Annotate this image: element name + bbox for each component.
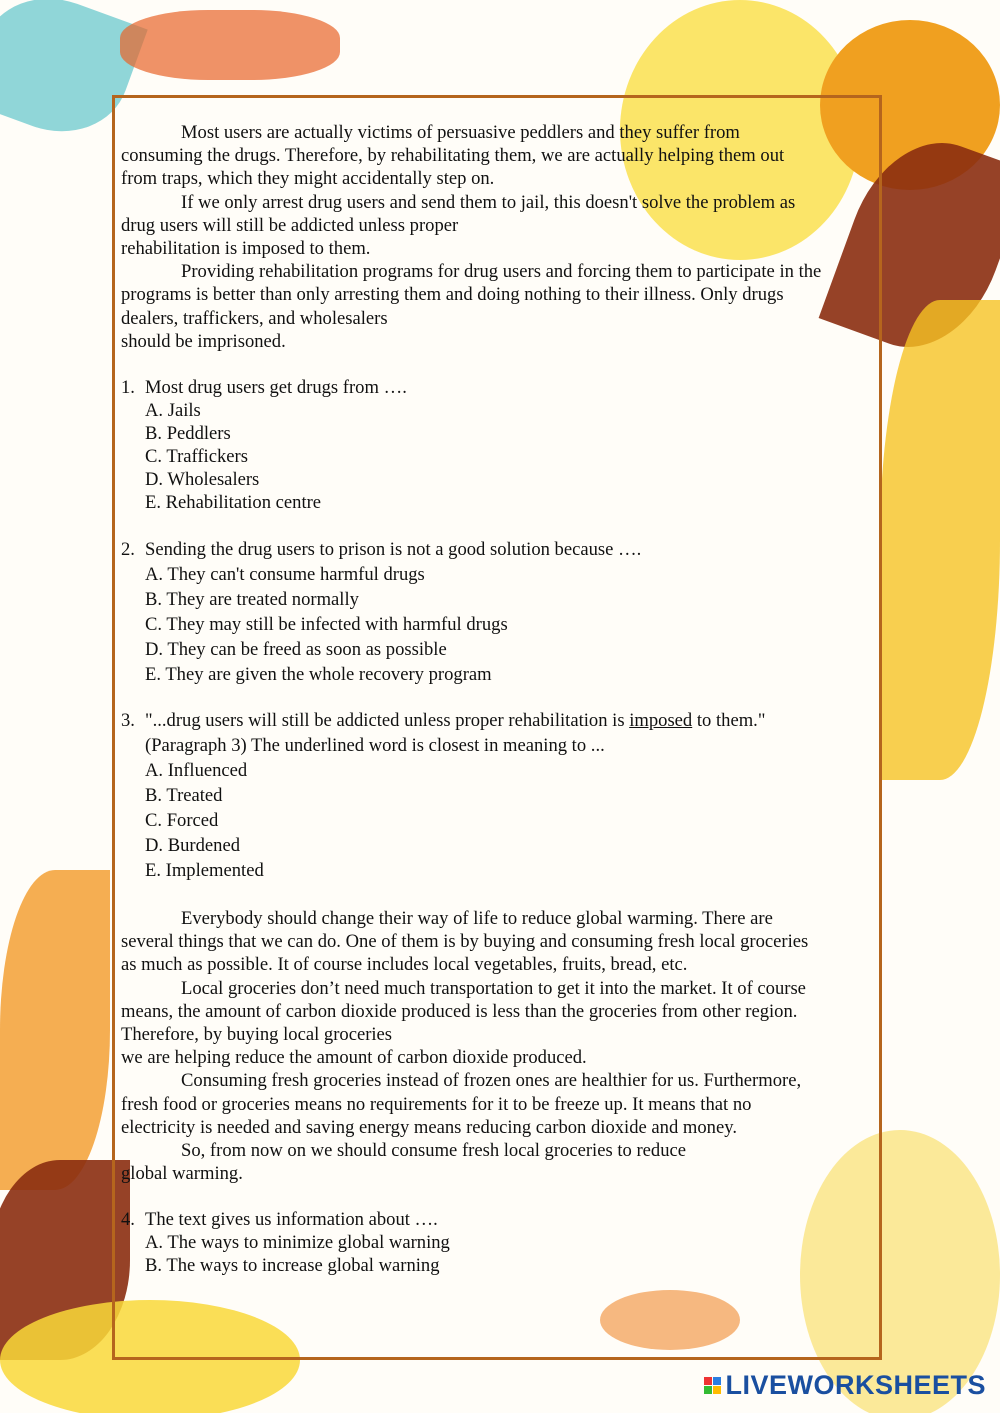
underlined-word: imposed	[629, 710, 693, 731]
answer-option[interactable]: E. Rehabilitation centre	[145, 492, 322, 514]
passage-line: programs is better than only arresting them and doing nothing to their illness. Only drugs	[121, 284, 784, 306]
passage-line: Most users are actually victims of persuasive peddlers and they suffer from	[181, 122, 740, 143]
passage-line: Consuming fresh groceries instead of frozen ones are healthier for us. Furthermore,	[181, 1070, 802, 1092]
orange-leaves-decoration	[120, 10, 340, 80]
answer-option[interactable]: C. They may still be infected with harmful drugs	[145, 614, 508, 635]
orange-leaves-left-decoration	[0, 870, 110, 1190]
answer-option[interactable]: E. They are given the whole recovery program	[145, 664, 492, 685]
answer-option[interactable]: B. The ways to increase global warning	[145, 1255, 440, 1277]
answer-option[interactable]: D. Burdened	[145, 835, 241, 856]
answer-option[interactable]: A. The ways to minimize global warning	[145, 1232, 450, 1254]
passage-line: Therefore, by buying local groceries	[121, 1023, 393, 1045]
reading-passage-2	[121, 907, 881, 1185]
passage-line: fresh food or groceries means no requirements for it to be freeze up. It means that no	[121, 1093, 752, 1115]
reading-passage-1	[121, 121, 881, 353]
passage-line: Providing rehabilitation programs for drug users and forcing them to participate in the	[181, 261, 822, 283]
question-stem-line-2: (Paragraph 3) The underlined word is closest in meaning to ...	[145, 735, 605, 756]
passage-line: should be imprisoned.	[121, 330, 286, 352]
answer-option[interactable]: B. Treated	[145, 785, 223, 806]
passage-line: means, the amount of carbon dioxide produced is less than the groceries from other region.	[121, 1000, 798, 1022]
answer-option[interactable]: D. They can be freed as soon as possible	[145, 639, 447, 660]
passage-line: we are helping reduce the amount of carbon dioxide produced.	[121, 1047, 587, 1069]
liveworksheets-logo	[704, 1370, 986, 1401]
question-2	[121, 537, 881, 687]
passage-line: global warming.	[121, 1163, 243, 1185]
passage-line: several things that we can do. One of them is by buying and consuming fresh local groceries	[121, 931, 809, 953]
question-stem: Sending the drug users to prison is not a good solution because ….	[145, 539, 642, 560]
answer-option[interactable]: D. Wholesalers	[145, 469, 260, 491]
passage-line: Everybody should change their way of life to reduce global warming. There are	[181, 908, 773, 929]
answer-option[interactable]: A. Influenced	[145, 760, 248, 781]
question-stem-quote: "...drug users will still be addicted unless proper rehabilitation is	[145, 710, 630, 731]
answer-option[interactable]: C. Forced	[145, 810, 219, 831]
passage-line: Local groceries don’t need much transportation to get it into the market. It of course	[181, 977, 806, 999]
passage-line: electricity is needed and saving energy means reducing carbon dioxide and money.	[121, 1116, 737, 1138]
answer-option[interactable]: C. Traffickers	[145, 446, 248, 468]
answer-option[interactable]: A. Jails	[145, 400, 201, 422]
answer-option[interactable]: B. They are treated normally	[145, 589, 359, 610]
question-1	[121, 376, 881, 515]
logo-text: LIVEWORKSHEETS	[725, 1370, 986, 1400]
answer-option[interactable]: E. Implemented	[145, 860, 264, 881]
answer-option[interactable]: A. They can't consume harmful drugs	[145, 564, 425, 585]
question-4	[121, 1208, 881, 1277]
answer-option[interactable]: B. Peddlers	[145, 423, 231, 445]
passage-line: as much as possible. It of course includes local vegetables, fruits, bread, etc.	[121, 954, 688, 976]
passage-line: If we only arrest drug users and send them to jail, this doesn't solve the problem as	[181, 191, 796, 213]
passage-line: consuming the drugs. Therefore, by rehabilitating them, we are actually helping them out	[121, 145, 785, 167]
logo-icon	[704, 1377, 721, 1394]
passage-line: drug users will still be addicted unless proper	[121, 214, 459, 236]
passage-line: from traps, which they might accidentally step on.	[121, 168, 495, 190]
question-stem-quote-end: to them."	[692, 710, 766, 731]
question-number: 3.	[121, 710, 135, 731]
question-number: 4.	[121, 1209, 135, 1230]
yellow-leaves-right-decoration	[880, 300, 1000, 780]
passage-line: dealers, traffickers, and wholesalers	[121, 307, 388, 329]
question-number: 2.	[121, 539, 135, 560]
question-3	[121, 708, 881, 883]
question-stem: Most drug users get drugs from ….	[145, 377, 407, 398]
passage-line: rehabilitation is imposed to them.	[121, 237, 371, 259]
passage-line: So, from now on we should consume fresh local groceries to reduce	[181, 1139, 686, 1161]
question-number: 1.	[121, 377, 135, 398]
question-stem: The text gives us information about ….	[145, 1209, 438, 1230]
